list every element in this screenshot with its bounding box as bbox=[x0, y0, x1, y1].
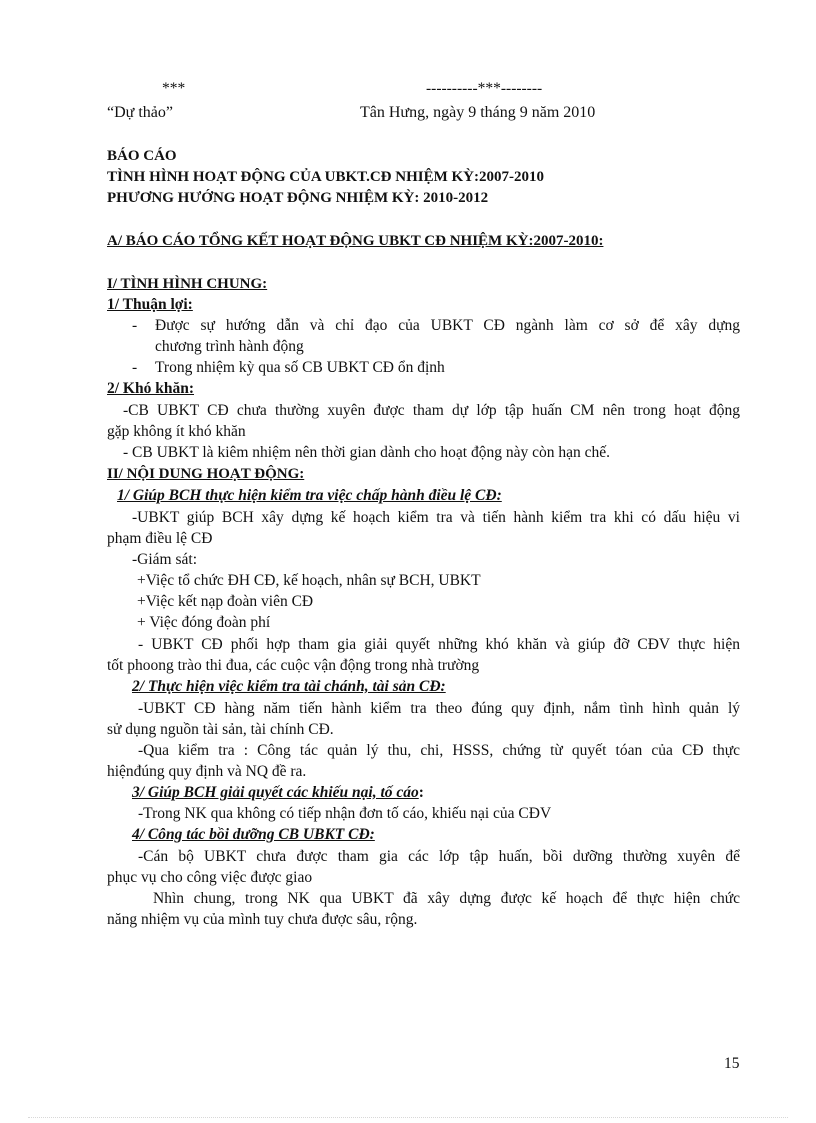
subsection-3-heading: 3/ Giúp BCH giải quyết các khiếu nại, tố cáo bbox=[132, 784, 419, 801]
difficulty-item-1-cont: gặp không ít khó khăn bbox=[107, 423, 246, 440]
advantage-item-2: Trong nhiệm kỳ qua số CB UBKT CĐ ổn định bbox=[155, 359, 445, 376]
supervision-label: -Giám sát: bbox=[132, 551, 197, 568]
difficulties-heading: 2/ Khó khăn: bbox=[107, 380, 195, 397]
header-stars-right: ----------***-------- bbox=[426, 80, 543, 97]
subsection-2-para-2-cont: hiệnđúng quy định và NQ đề ra. bbox=[107, 763, 307, 780]
header-stars-left: *** bbox=[162, 80, 186, 97]
subsection-1-para-1: -UBKT giúp BCH xây dựng kế hoạch kiểm tra và tiến hành kiểm tra khi có dấu hiệu vi bbox=[132, 509, 740, 526]
part-1-heading: I/ TÌNH HÌNH CHUNG: bbox=[107, 276, 268, 292]
place-date: Tân Hưng, ngày 9 tháng 9 năm 2010 bbox=[360, 104, 596, 121]
page-bottom-divider bbox=[28, 1117, 788, 1118]
supervision-item-1: +Việc tổ chức ĐH CĐ, kế hoạch, nhân sự BCH, UBKT bbox=[137, 572, 481, 589]
bullet-dash: - bbox=[132, 359, 138, 376]
difficulty-item-1: -CB UBKT CĐ chưa thường xuyên được tham dự lớp tập huấn CM nên trong hoạt động bbox=[123, 402, 740, 419]
supervision-item-2: +Việc kết nạp đoàn viên CĐ bbox=[137, 593, 314, 610]
conclusion-para: Nhìn chung, trong NK qua UBKT đã xây dựng được kế hoạch để thực hiện chức bbox=[153, 890, 740, 907]
report-subtitle-2: PHƯƠNG HƯỚNG HOẠT ĐỘNG NHIỆM KỲ: 2010-2012 bbox=[107, 190, 489, 206]
advantage-item-1-cont: chương trình hành động bbox=[155, 338, 304, 355]
supervision-item-3: + Việc đóng đoàn phí bbox=[137, 614, 271, 631]
subsection-2-para-1: -UBKT CĐ hàng năm tiến hành kiểm tra theo đúng quy định, nắm tình hình quản lý bbox=[138, 700, 740, 717]
advantages-heading: 1/ Thuận lợi: bbox=[107, 296, 193, 313]
subsection-1-para-3: - UBKT CĐ phối hợp tham gia giải quyết những khó khăn và giúp đỡ CĐV thực hiện bbox=[138, 636, 740, 653]
subsection-4-heading: 4/ Công tác bồi dưỡng CB UBKT CĐ: bbox=[132, 826, 375, 843]
report-subtitle-1: TÌNH HÌNH HOẠT ĐỘNG CỦA UBKT.CĐ NHIỆM KỲ:2007-2010 bbox=[107, 169, 544, 185]
advantage-item-1: Được sự hướng dẫn và chỉ đạo của UBKT CĐ ngành làm cơ sở để xây dựng bbox=[155, 317, 740, 334]
report-title: BÁO CÁO bbox=[107, 148, 177, 164]
subsection-4-para-1-cont: phục vụ cho công việc được giao bbox=[107, 869, 313, 886]
page-number: 15 bbox=[724, 1055, 740, 1072]
section-a-heading: A/ BÁO CÁO TỔNG KẾT HOẠT ĐỘNG UBKT CĐ NHIỆM KỲ:2007-2010: bbox=[107, 233, 604, 249]
subsection-3-heading-line bbox=[132, 783, 424, 803]
part-2-heading: II/ NỘI DUNG HOẠT ĐỘNG: bbox=[107, 466, 305, 482]
subsection-1-heading: 1/ Giúp BCH thực hiện kiểm tra việc chấp hành điều lệ CĐ: bbox=[117, 487, 502, 504]
bullet-dash: - bbox=[132, 317, 138, 334]
subsection-4-para-1: -Cán bộ UBKT chưa được tham gia các lớp tập huấn, bồi dưỡng thường xuyên để bbox=[138, 848, 740, 865]
subsection-2-heading: 2/ Thực hiện việc kiểm tra tài chánh, tài sản CĐ: bbox=[132, 678, 446, 695]
draft-label: “Dự thảo” bbox=[107, 104, 173, 121]
subsection-1-para-1-cont: phạm điều lệ CĐ bbox=[107, 530, 213, 547]
subsection-1-para-3-cont: tốt phoong trào thi đua, các cuộc vận động trong nhà trường bbox=[107, 657, 480, 674]
subsection-3-para-1: -Trong NK qua không có tiếp nhận đơn tố cáo, khiếu nại của CĐV bbox=[138, 805, 552, 822]
subsection-2-para-1-cont: sử dụng nguồn tài sản, tài chính CĐ. bbox=[107, 721, 334, 738]
difficulty-item-2: - CB UBKT là kiêm nhiệm nên thời gian dành cho hoạt động này còn hạn chế. bbox=[123, 444, 611, 461]
conclusion-para-cont: năng nhiệm vụ của mình tuy chưa được sâu, rộng. bbox=[107, 911, 418, 928]
subsection-3-colon: : bbox=[418, 784, 424, 801]
subsection-2-para-2: -Qua kiểm tra : Công tác quản lý thu, chi, HSSS, chứng từ quyết tóan của CĐ thực bbox=[138, 742, 740, 759]
